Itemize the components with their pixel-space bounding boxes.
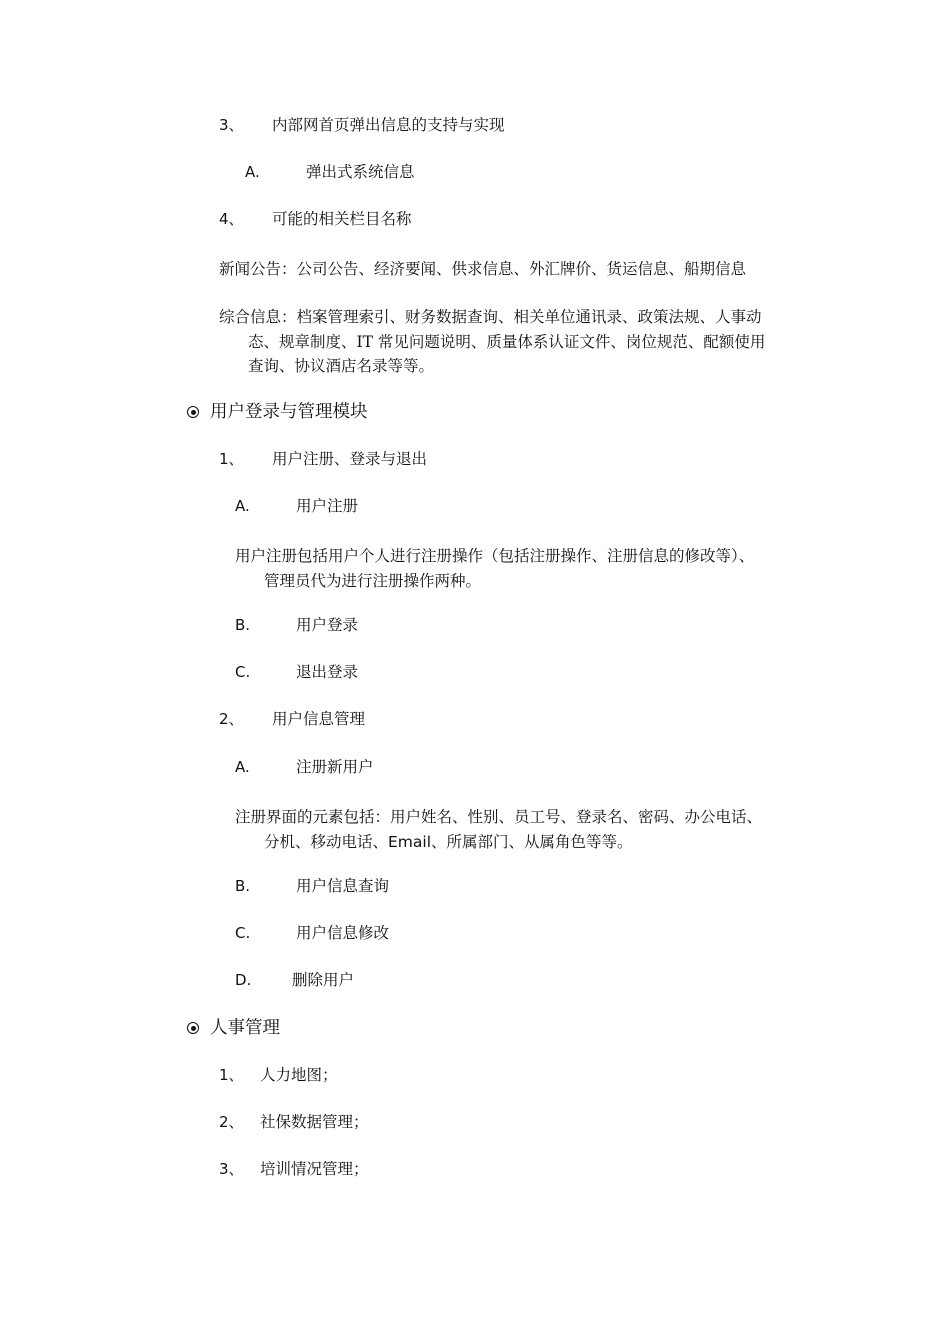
item-text: 退出登录 — [296, 663, 359, 681]
paragraph-line: 综合信息：档案管理索引、财务数据查询、相关单位通讯录、政策法规、人事动 — [219, 308, 762, 326]
list-item — [219, 1063, 338, 1087]
list-item — [235, 874, 389, 898]
text-segment: 分机、移动电话、 — [264, 832, 389, 851]
item-text: 弹出式系统信息 — [306, 163, 415, 181]
item-text: 人力地图； — [260, 1066, 338, 1084]
general-info-paragraph — [219, 305, 765, 379]
item-letter: A. — [235, 497, 250, 515]
item-letter: A. — [245, 163, 260, 181]
item-text: 培训情况管理； — [260, 1160, 369, 1178]
item-text: 用户注册、登录与退出 — [272, 450, 428, 468]
item-text: 删除用户 — [292, 971, 355, 989]
text-segment: 、所属部门、从属角色等等。 — [431, 832, 633, 851]
email-term: Email — [388, 832, 432, 851]
item-text: 内部网首页弹出信息的支持与实现 — [272, 116, 505, 134]
item-number: 2、 — [219, 1113, 244, 1131]
list-item — [219, 707, 365, 731]
item-number: 4、 — [219, 210, 244, 228]
register-description — [235, 544, 754, 593]
item-text: 注册新用户 — [296, 758, 374, 776]
list-item — [219, 447, 427, 471]
item-text: 用户注册 — [296, 497, 359, 515]
section-title: 用户登录与管理模块 — [210, 402, 368, 422]
item-letter: B. — [235, 616, 251, 634]
paragraph-line: 用户注册包括用户个人进行注册操作（包括注册操作、注册信息的修改等）、 — [235, 547, 755, 565]
list-item — [245, 160, 415, 184]
item-number: 2、 — [219, 710, 244, 728]
item-text: 社保数据管理； — [260, 1113, 369, 1131]
list-item — [235, 660, 358, 684]
item-number: 3、 — [219, 116, 244, 134]
section-heading-user-module — [187, 399, 368, 425]
item-number: 3、 — [219, 1160, 244, 1178]
list-item — [219, 207, 412, 231]
list-item — [235, 494, 358, 518]
list-item — [235, 613, 358, 637]
item-number: 1、 — [219, 450, 244, 468]
circle-bullet-icon — [187, 406, 199, 418]
item-text: 用户登录 — [296, 616, 359, 634]
list-item — [235, 755, 374, 779]
section-title: 人事管理 — [210, 1018, 280, 1038]
item-letter: C. — [235, 924, 251, 942]
item-letter: B. — [235, 877, 251, 895]
paragraph-line: 管理员代为进行注册操作两种。 — [264, 571, 482, 590]
item-letter: A. — [235, 758, 250, 776]
list-item — [219, 113, 505, 137]
list-item — [219, 1157, 369, 1181]
paragraph-line: 态、规章制度、IT 常见问题说明、质量体系认证文件、岗位规范、配额使用 — [248, 332, 766, 351]
circle-bullet-icon — [187, 1022, 199, 1034]
item-number: 1、 — [219, 1066, 244, 1084]
item-text: 用户信息管理 — [272, 710, 366, 728]
paragraph-line — [235, 830, 762, 855]
register-fields-description — [235, 805, 762, 854]
news-paragraph: 新闻公告：公司公告、经济要闻、供求信息、外汇牌价、货运信息、船期信息 — [219, 260, 747, 278]
list-item — [235, 968, 354, 992]
item-text: 可能的相关栏目名称 — [272, 210, 412, 228]
item-text: 用户信息修改 — [296, 924, 390, 942]
section-heading-hr — [187, 1015, 280, 1041]
paragraph-line: 查询、协议酒店名录等等。 — [248, 357, 435, 375]
item-letter: C. — [235, 663, 251, 681]
item-text: 用户信息查询 — [296, 877, 390, 895]
item-letter: D. — [235, 971, 252, 989]
paragraph-line: 注册界面的元素包括：用户姓名、性别、员工号、登录名、密码、办公电话、 — [235, 808, 763, 826]
list-item — [235, 921, 389, 945]
list-item — [219, 1110, 369, 1134]
